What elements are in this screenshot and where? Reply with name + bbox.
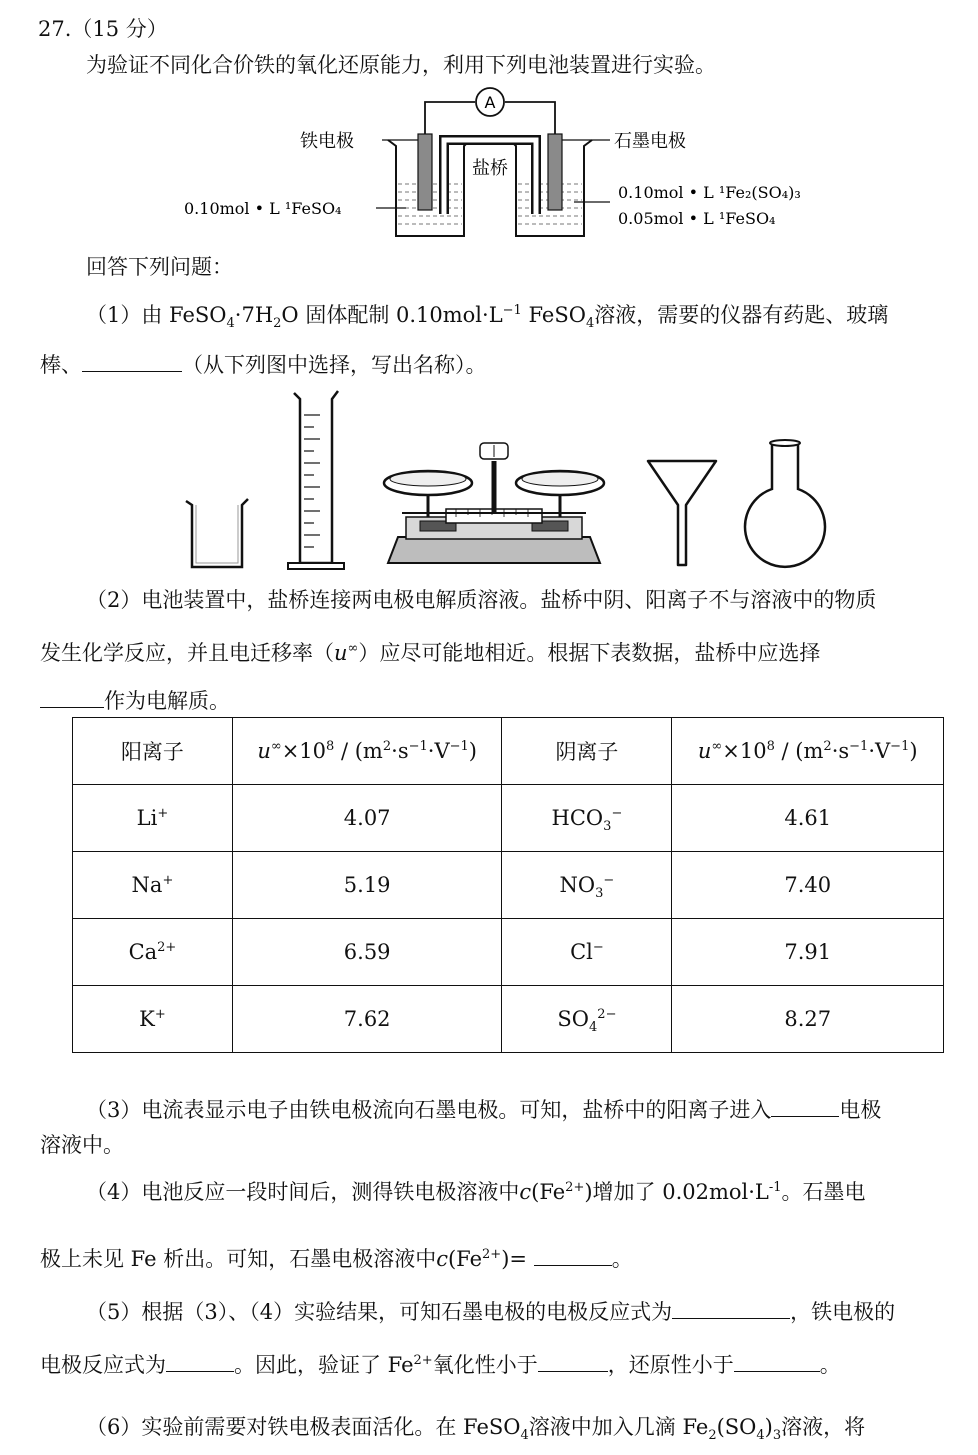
q5-answer-blank-3[interactable] <box>538 1351 608 1372</box>
q4-answer-blank[interactable] <box>534 1245 612 1266</box>
unit-u-2: u <box>697 739 712 763</box>
question-number: 27. <box>38 17 72 41</box>
q5-answer-blank-4[interactable] <box>734 1351 820 1372</box>
q4-text-a: （4）电池反应一段时间后，测得铁电极溶液中 <box>86 1180 520 1204</box>
answer-prompt: 回答下列问题： <box>86 255 233 279</box>
q5-line2-text-d: ，还原性小于 <box>607 1353 734 1377</box>
cation-value-cell: 5.19 <box>232 852 502 919</box>
unit-u: u <box>257 739 271 763</box>
q4-line2: 极上未见 Fe 析出。可知，石墨电极溶液中$c(Fe^{2+})=$ 。 <box>40 1247 633 1271</box>
q2-text-c: 作为电解质。 <box>104 689 230 713</box>
unit-mid: ×10 <box>281 739 327 763</box>
q4-line2-text-a: 极上未见 Fe 析出。可知，石墨电极溶液中 <box>40 1247 437 1271</box>
left-electrode-label: 铁电极 <box>300 131 354 152</box>
cation-cell: Li+ <box>73 785 233 852</box>
anion-cell: Cl− <box>502 919 672 986</box>
q4-line2-text-c: 。 <box>611 1247 633 1271</box>
q4-text-c: 。石墨电 <box>781 1180 866 1204</box>
q1-text-e: 溶液，需要的仪器有药匙、玻璃 <box>594 303 889 327</box>
q1-answer-blank[interactable] <box>82 351 182 372</box>
q1-text-c: O 固体配制 0.10mol·L <box>281 303 503 327</box>
table-row <box>73 919 944 986</box>
cation-value-cell: 4.07 <box>232 785 502 852</box>
q2-line2: 发生化学反应，并且电迁移率（u∞）应尽可能地相近。根据下表数据，盐桥中应选择 <box>40 641 821 665</box>
unit-close: ) <box>468 739 477 763</box>
unit-close-2: ) <box>909 739 918 763</box>
q6-text-b: 溶液中加入几滴 Fe <box>528 1415 709 1439</box>
unit-s: ·s <box>391 739 409 763</box>
q5-line2-text-b: 。因此，验证了 Fe <box>234 1353 414 1377</box>
right-solution-label-2: 0.05mol • L ¹FeSO₄ <box>618 209 776 228</box>
table-row <box>73 785 944 852</box>
q2-text-b: ）应尽可能地相近。根据下表数据，盐桥中应选择 <box>358 641 821 665</box>
table-header-row <box>73 718 944 785</box>
anion-cell: $SO_4^{2-}$ <box>502 986 672 1053</box>
q4-line2-text-b: = <box>509 1247 527 1271</box>
graduated-cylinder-icon <box>288 391 344 569</box>
q3-text-a: （3）电流表显示电子由铁电极流向石墨电极。可知，盐桥中的阳离子进入 <box>86 1098 772 1122</box>
q1-line2-text-b: （从下列图中选择，写出名称）。 <box>182 353 487 377</box>
right-electrode-label: 石墨电极 <box>614 131 686 152</box>
anion-cell: $HCO_3^-$ <box>502 785 672 852</box>
lab-instruments-figure <box>170 385 850 580</box>
q5-line1 <box>86 1297 895 1327</box>
anion-value-cell: 4.61 <box>672 785 944 852</box>
anion-value-cell: 7.91 <box>672 919 944 986</box>
header-anion: 阴离子 <box>502 718 672 785</box>
table-row <box>73 986 944 1053</box>
left-solution-label: 0.10mol • L ¹FeSO₄ <box>184 199 342 218</box>
unit-s-2: ·s <box>831 739 850 763</box>
question-score: （15 分） <box>71 17 168 41</box>
q2-line1: （2）电池装置中，盐桥连接两电极电解质溶液。盐桥中阴、阳离子不与溶液中的物质 <box>86 588 877 612</box>
unit-mid-2: ×10 <box>722 739 767 763</box>
table-row <box>73 852 944 919</box>
mobility-symbol: u <box>334 641 348 665</box>
q2-answer-blank[interactable] <box>40 687 104 708</box>
salt-bridge-label: 盐桥 <box>472 158 508 179</box>
anion-value-cell: 8.27 <box>672 986 944 1053</box>
cation-cell: Na+ <box>73 852 233 919</box>
q6-text-d: ) <box>764 1415 773 1439</box>
balance-icon <box>384 443 604 563</box>
beaker-icon <box>186 499 248 567</box>
unit-right-2: / (m <box>774 739 824 763</box>
unit-right: / (m <box>334 739 383 763</box>
q6-text-a: （6）实验前需要对铁电极表面活化。在 FeSO <box>86 1415 521 1439</box>
q2-text-a: 发生化学反应，并且电迁移率（ <box>40 641 334 665</box>
question-intro: 为验证不同化合价铁的氧化还原能力，利用下列电池装置进行实验。 <box>86 53 716 77</box>
q5-line2-text-c: 氧化性小于 <box>432 1353 538 1377</box>
header-anion-unit: $u^\infty\times 10^8 / (m^2\cdot s^{-1}\cdot V^{-1})$ <box>672 718 944 785</box>
graphite-electrode <box>548 134 562 210</box>
cation-value-cell: 6.59 <box>232 919 502 986</box>
q1-text-b: ·7H <box>234 303 274 327</box>
round-bottom-flask-icon <box>745 440 825 567</box>
header-cation-unit: $u^\infty\times 10^8 / (m^2\cdot s^{-1}\cdot V^{-1})$ <box>232 718 502 785</box>
q4-line1: （4）电池反应一段时间后，测得铁电极溶液中$c(Fe^{2+})$增加了 $0.02mol\cdot L^{-1}$。石墨电 <box>86 1180 866 1204</box>
q1-text-a: （1）由 FeSO <box>86 303 227 327</box>
cation-cell: $Ca^{2+}$ <box>73 919 233 986</box>
q6-text-c: (SO <box>716 1415 757 1439</box>
q3-answer-blank[interactable] <box>771 1096 839 1117</box>
q5-line2: 电极反应式为 。因此，验证了 $Fe^{2+}$氧化性小于 ，还原性小于 。 <box>40 1353 841 1377</box>
iron-electrode <box>418 134 432 210</box>
ion-mobility-table <box>72 717 944 1053</box>
question-header <box>38 14 168 44</box>
q6-line1: （6）实验前需要对铁电极表面活化。在 FeSO$_4$溶液中加入几滴 $Fe_2(SO_4)_3$溶液，将 <box>86 1415 866 1444</box>
q5-text-a: （5）根据（3）、（4）实验结果，可知石墨电极的电极反应式为 <box>86 1300 673 1324</box>
q1-text-d: FeSO <box>521 303 586 327</box>
q5-answer-blank-2[interactable] <box>166 1351 234 1372</box>
q5-line2-text-e: 。 <box>819 1353 841 1377</box>
unit-v-2: ·V <box>868 739 891 763</box>
cation-cell: K+ <box>73 986 233 1053</box>
q6-text-e: 溶液，将 <box>781 1415 866 1439</box>
funnel-icon <box>648 461 716 565</box>
anion-value-cell: 7.40 <box>672 852 944 919</box>
q1-line2 <box>40 350 487 380</box>
ammeter-label: A <box>484 93 496 112</box>
q1-line2-text-a: 棒、 <box>40 353 82 377</box>
unit-v: ·V <box>427 739 450 763</box>
q3-line2: 溶液中。 <box>40 1133 124 1157</box>
battery-apparatus-diagram <box>170 84 850 244</box>
q4-text-b: 增加了 0.02mol·L <box>592 1180 769 1204</box>
q5-text-b: ，铁电极的 <box>790 1300 896 1324</box>
cation-value-cell: 7.62 <box>232 986 502 1053</box>
right-solution-label-1: 0.10mol • L ¹Fe₂(SO₄)₃ <box>618 183 801 202</box>
anion-cell: $NO_3^-$ <box>502 852 672 919</box>
q5-line2-text-a: 电极反应式为 <box>40 1353 166 1377</box>
header-cation: 阳离子 <box>73 718 233 785</box>
q2-line3 <box>40 686 230 716</box>
q3-line1 <box>86 1095 881 1125</box>
q5-answer-blank-1[interactable] <box>672 1298 790 1319</box>
q3-text-b: 电极 <box>839 1098 882 1122</box>
q1-line1: （1）由 $FeSO_4\cdot 7H_2O$ 固体配制 $0.10mol\cdot L^{-1}$ FeSO$_4$溶液，需要的仪器有药匙、玻璃 <box>86 303 889 332</box>
